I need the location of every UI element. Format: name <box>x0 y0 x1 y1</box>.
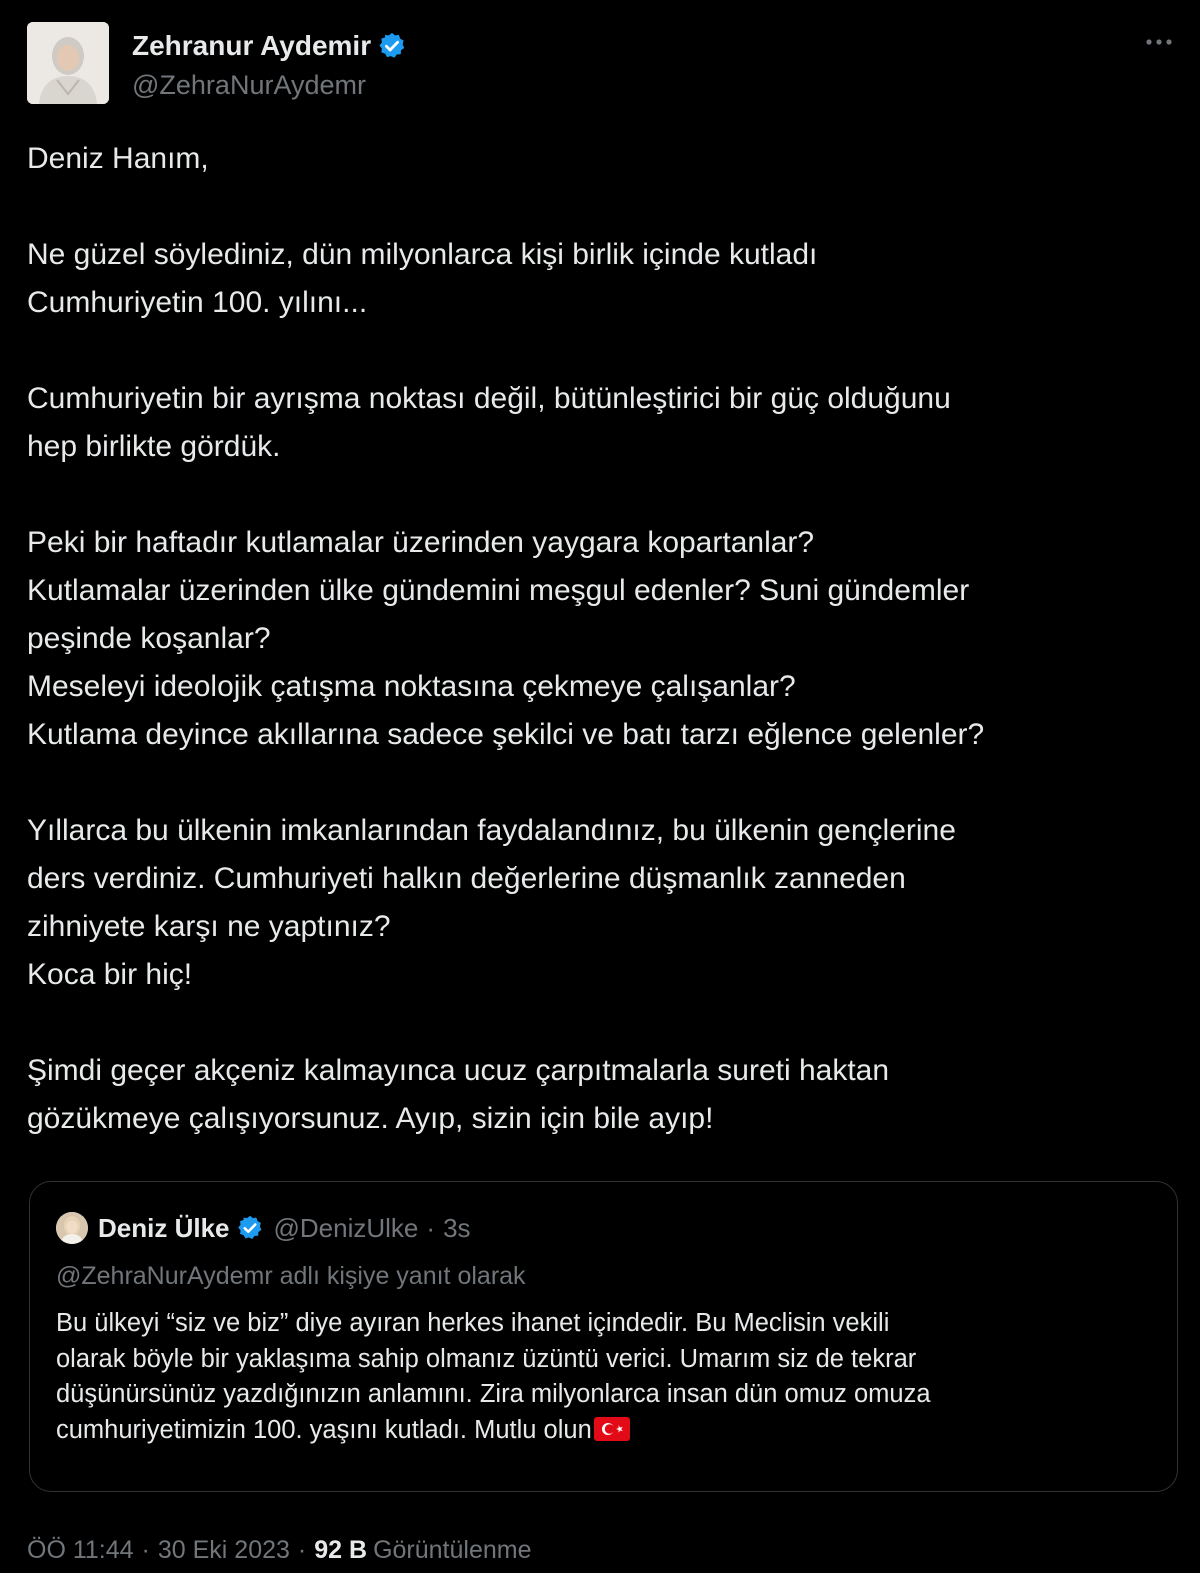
tweet-text-line: peşinde koşanlar? <box>27 622 271 655</box>
tweet-paragraph <box>27 231 1167 327</box>
quoted-text-line: düşünürsünüz yazdığınızın anlamını. Zira milyonlarca insan dün omuz omuza <box>56 1380 931 1408</box>
reply-context: @ZehraNurAydemr adlı kişiye yanıt olarak <box>56 1262 526 1290</box>
tweet-text-line: Peki bir haftadır kutlamalar üzerinden yaygara kopartanlar? <box>27 526 815 559</box>
tweet-text-line: Koca bir hiç! <box>27 958 193 991</box>
tweet-text-line: Şimdi geçer akçeniz kalmayınca ucuz çarpıtmalarla sureti haktan <box>27 1054 890 1087</box>
tweet-text-line: Yıllarca bu ülkenin imkanlarından faydalandınız, bu ülkenin gençlerine <box>27 814 956 847</box>
author-name[interactable]: Zehranur Aydemir <box>132 30 372 61</box>
tweet-paragraph <box>27 135 1167 183</box>
separator: · <box>141 1535 150 1564</box>
author-info <box>132 28 407 101</box>
verified-badge-icon <box>377 31 407 61</box>
quoted-text-last: cumhuriyetimizin 100. yaşını kutladı. Mutlu olun <box>56 1415 592 1444</box>
tweet-header <box>27 22 1177 106</box>
author-handle[interactable]: @ZehraNurAydemr <box>132 70 366 100</box>
quoted-text-line <box>56 1413 1156 1449</box>
separator: · <box>297 1535 307 1564</box>
more-options-icon[interactable] <box>1141 26 1177 56</box>
quoted-text-line: Bu ülkeyi “siz ve biz” diye ayıran herkes ihanet içindedir. Bu Meclisin vekili <box>56 1309 890 1337</box>
quoted-tweet[interactable] <box>29 1181 1178 1492</box>
tweet-paragraph <box>27 375 1167 471</box>
tweet-text-line: Kutlama deyince akıllarına sadece şekilci ve batı tarzı eğlence gelenler? <box>27 718 985 751</box>
tweet-text-line: Cumhuriyetin 100. yılını... <box>27 286 368 319</box>
tweet-text-line: Meseleyi ideolojik çatışma noktasına çekmeye çalışanlar? <box>27 670 796 703</box>
tweet-meta <box>27 1530 532 1570</box>
tweet-text-line: gözükmeye çalışıyorsunuz. Ayıp, sizin için bile ayıp! <box>27 1102 714 1135</box>
quoted-avatar[interactable] <box>56 1212 88 1244</box>
tweet-text-line: hep birlikte gördük. <box>27 430 281 463</box>
tweet-text-line: zihniyete karşı ne yaptınız? <box>27 910 391 943</box>
quoted-tweet-header <box>56 1210 471 1246</box>
tweet-text-line: Ne güzel söylediniz, dün milyonlarca kişi birlik içinde kutladı <box>27 238 818 271</box>
quoted-author-handle[interactable]: @DenizUlke <box>273 1212 419 1243</box>
quoted-tweet-time[interactable]: 3s <box>443 1212 471 1243</box>
tweet-text-line: Deniz Hanım, <box>27 142 209 175</box>
tweet-text-line: Cumhuriyetin bir ayrışma noktası değil, bütünleştirici bir güç olduğunu <box>27 382 951 415</box>
verified-badge-icon <box>236 1214 264 1242</box>
separator: · <box>426 1212 436 1243</box>
tweet-text-line: Kutlamalar üzerinden ülke gündemini meşgul edenler? Suni gündemler <box>27 574 970 607</box>
tweet-text-line: ders verdiniz. Cumhuriyeti halkın değerlerine düşmanlık zanneden <box>27 862 906 895</box>
turkey-flag-icon <box>594 1416 630 1440</box>
tweet-paragraph <box>27 807 1167 999</box>
quoted-tweet-text <box>56 1306 1156 1448</box>
tweet-paragraph <box>27 519 1167 759</box>
tweet-paragraph <box>27 1047 1167 1143</box>
quoted-author-name[interactable]: Deniz Ülke <box>98 1212 230 1243</box>
quoted-text-line: olarak böyle bir yaklaşıma sahip olmanız üzüntü verici. Umarım siz de tekrar <box>56 1344 917 1373</box>
views-label: Görüntülenme <box>373 1535 532 1564</box>
views-count: 92 B <box>314 1535 368 1564</box>
tweet-time[interactable]: ÖÖ 11:44 <box>27 1535 134 1564</box>
tweet-date[interactable]: 30 Eki 2023 <box>157 1535 290 1564</box>
avatar[interactable] <box>27 22 109 104</box>
tweet-text <box>27 135 1167 1143</box>
